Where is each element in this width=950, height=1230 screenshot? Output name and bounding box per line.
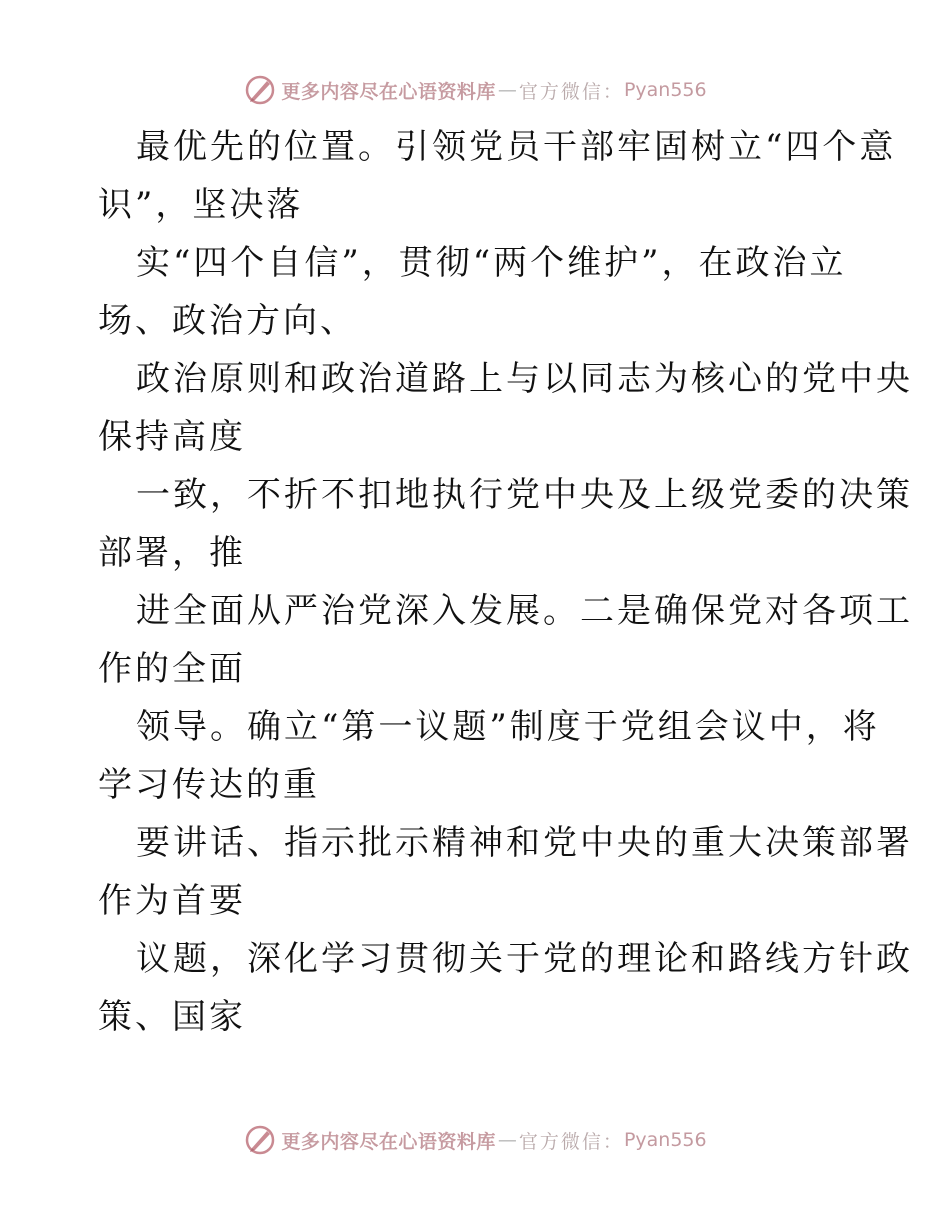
paragraph [98,466,913,582]
paragraph [98,814,913,930]
header-watermark [0,70,950,110]
watermark-label: 官方微信： [518,1130,624,1153]
paragraph-line: 识”，坚决落 [98,185,304,225]
paragraph [98,118,897,234]
watermark-site-text: 更多内容尽在心语资料库 [281,1130,496,1153]
paragraph [98,930,913,1046]
paragraph-line: 场、政治方向、 [98,301,357,341]
paragraph [98,698,880,814]
paragraph [98,234,858,350]
watermark-dash: — [497,79,517,101]
watermark-site-text: 更多内容尽在心语资料库 [281,80,496,103]
paragraph [98,582,913,698]
watermark-wechat-id: Pyan556 [623,79,707,101]
paragraph-line: 要讲话、指示批示精神和党中央的重大决策部署 [136,823,913,863]
paragraph-line: 部署，推 [98,533,246,573]
watermark-label: 官方微信： [518,80,624,103]
paragraph-line: 一致，不折不扣地执行党中央及上级党委的决策 [136,475,913,515]
paragraph-line: 保持高度 [98,417,246,457]
paragraph-line: 学习传达的重 [98,765,320,805]
quill-pen-logo-icon [243,73,277,107]
paragraph-line: 作为首要 [98,881,246,921]
paragraph-line: 最优先的位置。引领党员干部牢固树立“四个意 [136,127,897,167]
quill-pen-logo-icon [243,1123,277,1157]
document-body [98,118,913,1046]
watermark-dash: — [497,1129,517,1151]
paragraph-line: 作的全面 [98,649,246,689]
paragraph-line: 实“四个自信”，贯彻“两个维护”，在政治立 [136,243,847,283]
watermark-wechat-id: Pyan556 [623,1129,707,1151]
paragraph-line: 进全面从严治党深入发展。二是确保党对各项工 [136,591,913,631]
paragraph [98,350,913,466]
paragraph-line: 策、国家 [98,997,246,1037]
paragraph-line: 领导。确立“第一议题”制度于党组会议中，将 [136,707,880,747]
paragraph-line: 议题，深化学习贯彻关于党的理论和路线方针政 [136,939,913,979]
footer-watermark [0,1120,950,1160]
paragraph-line: 政治原则和政治道路上与以同志为核心的党中央 [136,359,913,399]
